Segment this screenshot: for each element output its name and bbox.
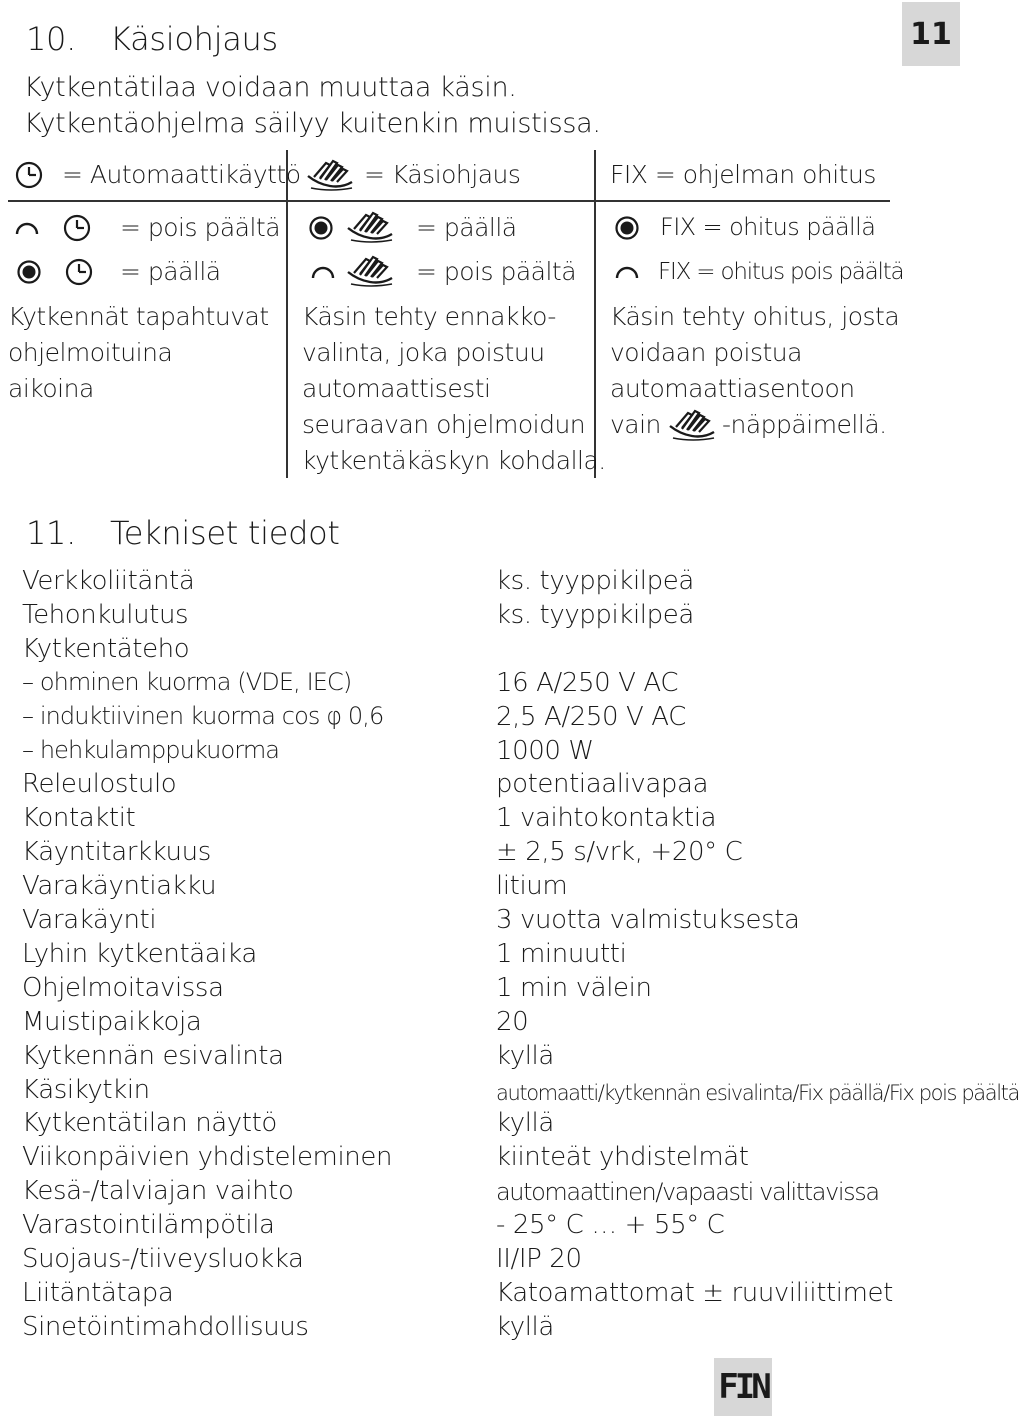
spec-value: ks. tyyppikilpeä xyxy=(496,566,694,596)
col3-desc-2: voidaan poistua xyxy=(610,338,802,367)
header-separator xyxy=(8,200,890,202)
col2-desc-1: Käsin tehty ennakko- xyxy=(302,302,556,331)
spec-value: 3 vuotta valmistuksesta xyxy=(496,905,800,935)
circle-open-icon xyxy=(612,257,642,287)
col3-desc-3: automaattiasentoon xyxy=(610,374,855,403)
spec-label: Kesä-/talviajan vaihto xyxy=(22,1176,294,1206)
spec-value: 1000 W xyxy=(496,736,594,766)
circle-filled-icon xyxy=(612,213,642,243)
spec-label: Viikonpäivien yhdisteleminen xyxy=(22,1142,393,1172)
col1-desc-1: Kytkennät tapahtuvat xyxy=(8,302,269,331)
col1-header: = Automaattikäyttö xyxy=(62,160,301,189)
spec-label: Kytkennän esivalinta xyxy=(22,1041,284,1071)
col1-row2: = päällä xyxy=(120,257,221,286)
col2-row2: = pois päältä xyxy=(416,257,577,286)
spec-value: kyllä xyxy=(496,1312,554,1342)
intro-line-2: Kytkentäohjelma säilyy kuitenkin muistissa. xyxy=(24,108,601,139)
spec-label: Verkkoliitäntä xyxy=(22,566,195,596)
spec-value: 16 A/250 V AC xyxy=(496,668,679,698)
col3-row2: FIX = ohitus pois päältä xyxy=(658,259,904,285)
intro-line-1: Kytkentätilaa voidaan muuttaa käsin. xyxy=(24,72,517,103)
col2-row1: = päällä xyxy=(416,213,517,242)
col3-row1: FIX = ohitus päällä xyxy=(660,213,876,241)
hand-icon xyxy=(668,408,718,442)
clock-icon xyxy=(14,160,44,190)
spec-value: Katoamattomat ± ruuviliittimet xyxy=(496,1278,893,1308)
spec-label: – ohminen kuorma (VDE, IEC) xyxy=(22,668,352,696)
spec-label: Releulostulo xyxy=(22,769,177,799)
spec-label: Muistipaikkoja xyxy=(22,1007,202,1037)
spec-label: Liitäntätapa xyxy=(22,1278,174,1308)
spec-label: Lyhin kytkentäaika xyxy=(22,939,257,969)
col3-header: FIX = ohjelman ohitus xyxy=(610,160,876,189)
col1-desc-3: aikoina xyxy=(8,374,94,403)
spec-label: Varastointilämpötila xyxy=(22,1210,275,1240)
col3-desc-1: Käsin tehty ohitus, josta xyxy=(610,302,900,331)
spec-value: II/IP 20 xyxy=(496,1244,582,1274)
spec-label: Kontaktit xyxy=(22,803,136,833)
spec-value: - 25° C … + 55° C xyxy=(496,1210,725,1240)
col2-desc-2: valinta, joka poistuu xyxy=(302,338,545,367)
section-11-number: 11. xyxy=(26,514,76,552)
spec-label: – induktiivinen kuorma cos φ 0,6 xyxy=(22,702,384,730)
spec-value: 1 minuutti xyxy=(496,939,627,969)
spec-value: litium xyxy=(496,871,568,901)
spec-value: automaatti/kytkennän esivalinta/Fix päällä/Fix pois päältä xyxy=(496,1081,1019,1105)
section-10-title: Käsiohjaus xyxy=(110,20,278,58)
spec-label: Ohjelmoitavissa xyxy=(22,973,224,1003)
spec-label: Varakäyntiakku xyxy=(22,871,217,901)
spec-label: Tehonkulutus xyxy=(22,600,189,630)
spec-label: Kytkentäteho xyxy=(22,634,190,664)
clock-icon xyxy=(64,257,94,287)
col2-desc-4: seuraavan ohjelmoidun xyxy=(302,410,586,439)
clock-icon xyxy=(62,213,92,243)
col2-desc-3: automaattisesti xyxy=(302,374,491,403)
spec-label: Suojaus-/tiiveysluokka xyxy=(22,1244,304,1274)
circle-filled-icon xyxy=(14,257,44,287)
col3-desc-4-suffix: -näppäimellä. xyxy=(722,410,887,439)
language-badge: FIN xyxy=(714,1358,772,1416)
col2-header: = Käsiohjaus xyxy=(364,160,521,189)
page-number-badge: 11 xyxy=(902,2,960,66)
col3-desc-4-prefix: vain xyxy=(610,410,661,439)
circle-open-icon xyxy=(12,213,42,243)
circle-filled-icon xyxy=(306,213,336,243)
spec-value: ks. tyyppikilpeä xyxy=(496,600,694,630)
spec-label: – hehkulamppukuorma xyxy=(22,736,280,764)
circle-open-icon xyxy=(308,257,338,287)
spec-value: kyllä xyxy=(496,1108,554,1138)
spec-value: 20 xyxy=(496,1007,529,1037)
spec-label: Kytkentätilan näyttö xyxy=(22,1108,277,1138)
spec-value: 1 vaihtokontaktia xyxy=(496,803,717,833)
spec-value: automaattinen/vapaasti valittavissa xyxy=(496,1178,879,1206)
spec-label: Käsikytkin xyxy=(22,1075,150,1105)
spec-value: ± 2,5 s/vrk, +20° C xyxy=(496,837,743,867)
col2-desc-5: kytkentäkäskyn kohdalla. xyxy=(302,446,606,475)
spec-value: kyllä xyxy=(496,1041,554,1071)
spec-value: kiinteät yhdistelmät xyxy=(496,1142,749,1172)
hand-icon xyxy=(306,158,356,192)
section-10-number: 10. xyxy=(26,20,76,58)
spec-label: Varakäynti xyxy=(22,905,157,935)
hand-icon xyxy=(346,210,396,244)
hand-icon xyxy=(346,254,396,288)
section-11-title: Tekniset tiedot xyxy=(110,514,340,552)
spec-value: 2,5 A/250 V AC xyxy=(496,702,686,732)
spec-label: Sinetöintimahdollisuus xyxy=(22,1312,309,1342)
spec-value: potentiaalivapaa xyxy=(496,769,709,799)
col1-row1: = pois päältä xyxy=(120,213,281,242)
spec-value: 1 min välein xyxy=(496,973,652,1003)
spec-label: Käyntitarkkuus xyxy=(22,837,211,867)
col1-desc-2: ohjelmoituina xyxy=(8,338,173,367)
